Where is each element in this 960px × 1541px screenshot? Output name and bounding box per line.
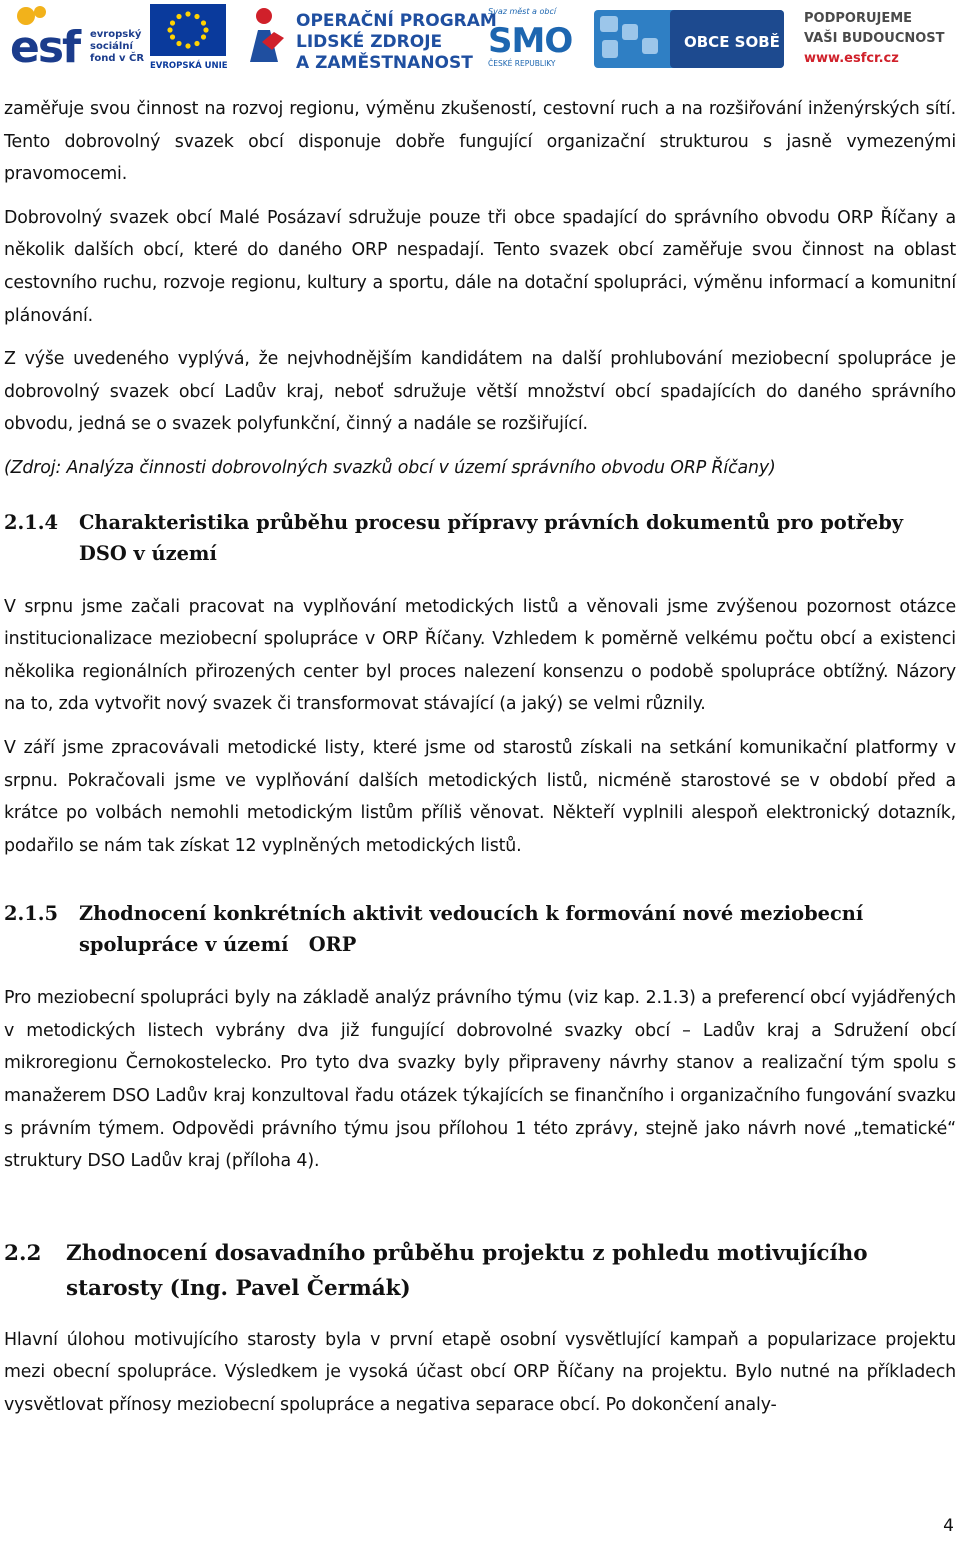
eu-flag-icon <box>148 2 230 72</box>
esf-logo <box>8 2 145 73</box>
op-lzz-logo <box>240 2 497 73</box>
svg-text:evropský: evropský <box>90 29 142 40</box>
esf-wordmark: esf <box>10 22 80 73</box>
svg-text:Svaz měst a obcí: Svaz měst a obcí <box>488 7 557 16</box>
paragraph-dso-continuation: zaměřuje svou činnost na rozvoj regionu, výměnu zkušeností, cestovní ruch a na rozšiřování inženýrských sítí. Tento dobrovolný svazek obcí disponuje dobře fungující organizační strukturou s jasně vymezenými pravomocemi. <box>4 99 956 185</box>
obce-sobe-logo <box>594 2 788 72</box>
logo-bar <box>0 0 960 78</box>
svg-text:EVROPSKÁ UNIE: EVROPSKÁ UNIE <box>150 61 228 71</box>
podporujeme-logo <box>802 2 956 72</box>
page-number: 4 <box>943 1516 954 1536</box>
svg-text:sociální: sociální <box>90 41 133 52</box>
paragraph-conclusion: Z výše uvedeného vyplývá, že nejvhodnějším kandidátem na další prohlubování meziobecní spolupráce je dobrovolný svazek obcí Ladův kraj, neboť sdružuje větší množství obcí spadajících do daného správního obvodu, jedná se o svazek polyfunkční, činný a nadále se rozšiřující. <box>4 349 956 435</box>
svg-text:www.esfcr.cz: www.esfcr.cz <box>804 51 899 66</box>
paragraph-september: V září jsme zpracovávali metodické listy, které jsme od starostů získali na setkání komunikační platformy v srpnu. Pokračovali jsme ve vyplňování dalších metodických listů, nicméně starostové se v období před a krátce po volbách nemohli metodickým listům příliš věnovat. Někteří vyplnili alespoň elektronický dotazník, podařilo se nám tak získat 12 vyplněných metodických listů. <box>4 737 956 856</box>
smo-logo <box>484 2 580 72</box>
paragraph-intermunicipal: Pro meziobecní spolupráci byly na základě analýz právního týmu (viz kap. 2.1.3) a preferencí obcí vyjádřených v metodických listech vybrány dva již fungující dobrovolné svazky obcí – Ladův kraj a Sdružení obcí mikroregionu Černokostelecko. Pro tyto dva svazky byly připraveny návrhy stanov a realizační tým spolu s manažerem DSO Ladův kraj konzultoval řadu otázek týkajících se finančního i organizačního fungování svazku s právním týmem. Odpovědi právního týmu jsou přílohou 1 této zprávy, stejně jako návrh nové „tematické“ struktury DSO Ladův kraj (příloha 4). <box>4 988 956 1172</box>
heading-2-2 <box>4 1236 956 1306</box>
op-lzz-graphic <box>240 2 497 73</box>
heading-text: Zhodnocení konkrétních aktivit vedoucích k formování nové meziobecní spolupráce v území ORP <box>79 902 871 957</box>
eu-flag-logo <box>148 2 230 72</box>
document-body <box>4 93 956 1422</box>
paragraph-august: V srpnu jsme začali pracovat na vyplňování metodických listů a věnovali jsme zvýšenou pozornost otázce institucionalizace meziobecní spolupráce v ORP Říčany. Vzhledem k poměrně velkému počtu obcí a existenci několika regionálních přirozených center byl proces nalezení konsenzu o podobě spolupráce obtížný. Názory na to, zda vytvořit nový svazek či transformovat stávající (a jaký) se velmi různily. <box>4 596 956 715</box>
svg-text:LIDSKÉ ZDROJE: LIDSKÉ ZDROJE <box>296 32 443 52</box>
svg-text:VAŠI BUDOUCNOST: VAŠI BUDOUCNOST <box>804 31 945 46</box>
paragraph-motivating-mayor: Hlavní úlohou motivujícího starosty byla v první etapě osobní vysvětlující kampaň a popularizace projektu mezi obecní spolupráce. Výsledkem je vysoká účast obcí ORP Říčany na projektu. Bylo nutné na příkladech vysvětlovat přínosy meziobecní spolupráce a negativa separace obcí. Po dokončení analy- <box>4 1329 956 1416</box>
svg-text:OPERAČNÍ PROGRAM: OPERAČNÍ PROGRAM <box>296 11 497 31</box>
svg-text:OBCE SOBĚ: OBCE SOBĚ <box>684 33 780 51</box>
source-citation: (Zdroj: Analýza činnosti dobrovolných svazků obcí v území správního obvodu ORP Říčany) <box>4 457 776 478</box>
heading-2-1-5 <box>4 898 956 960</box>
smo-graphic <box>484 2 580 72</box>
svg-text:A ZAMĚSTNANOST: A ZAMĚSTNANOST <box>296 53 473 73</box>
heading-text: Charakteristika průběhu procesu přípravy právních dokumentů pro potřeby DSO v území <box>79 510 904 565</box>
esf-logo-graphic <box>8 2 145 73</box>
heading-number: 2.1.4 <box>4 510 58 534</box>
heading-number: 2.2 <box>4 1240 42 1266</box>
svg-text:ČESKÉ REPUBLIKY: ČESKÉ REPUBLIKY <box>488 59 556 68</box>
paragraph-male-posazavi: Dobrovolný svazek obcí Malé Posázaví sdružuje pouze tři obce spadající do správního obvodu ORP Říčany a několik dalších obcí, které do daného ORP nespadají. Tento svazek obcí zaměřuje svou činnost na oblast cestovního ruchu, rozvoje regionu, kultury a sportu, dále na dotační spolupráci, výměnu informací a komunitní plánování. <box>4 207 956 326</box>
svg-text:SMO: SMO <box>488 21 573 61</box>
heading-text: Zhodnocení dosavadního průběhu projektu z pohledu motivujícího starosty (Ing. Pavel Čermák) <box>66 1240 868 1301</box>
heading-number: 2.1.5 <box>4 902 58 926</box>
podporujeme-graphic <box>802 2 956 72</box>
svg-text:PODPORUJEME: PODPORUJEME <box>804 11 913 26</box>
heading-2-1-4 <box>4 507 956 569</box>
obce-sobe-graphic <box>594 2 788 72</box>
svg-text:fond v ČR: fond v ČR <box>90 53 145 64</box>
